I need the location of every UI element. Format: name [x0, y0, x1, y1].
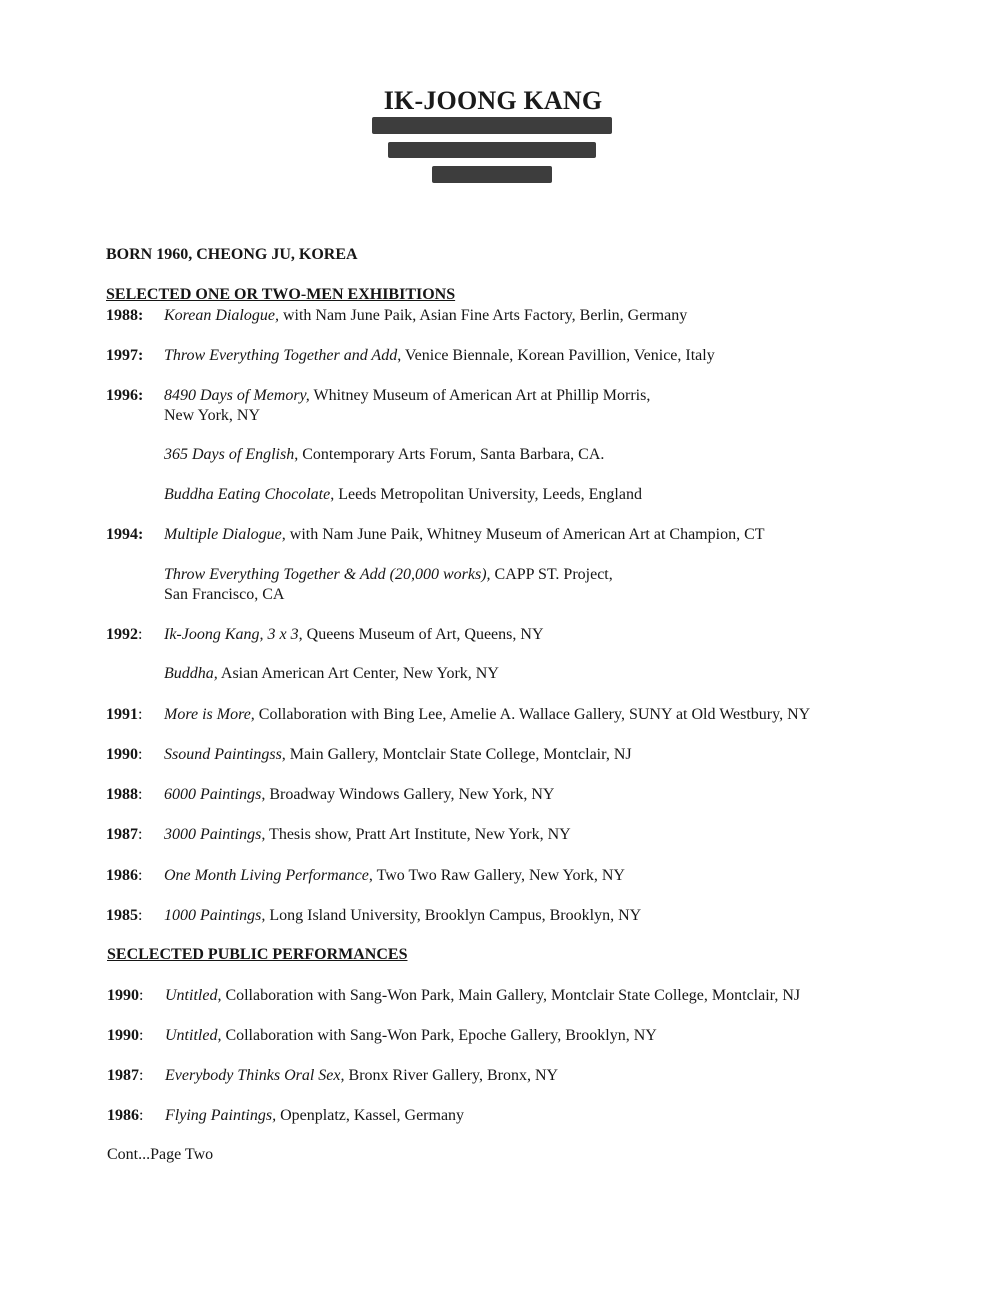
entry-text: More is More, Collaboration with Bing Lee, Amelie A. Wallace Gallery, SUNY at Old Westbury, NY: [164, 706, 811, 723]
entry-year: 1996:: [106, 387, 144, 404]
entry-text: Untitled, Collaboration with Sang-Won Park, Main Gallery, Montclair State College, Montclair, NJ: [165, 987, 801, 1004]
entry-year: 1987:: [107, 1067, 144, 1084]
entry-year: 1986:: [106, 867, 143, 884]
continuation-note: Cont...Page Two: [107, 1146, 214, 1163]
redacted-phone-line: [432, 166, 552, 183]
entry-year: 1990:: [106, 746, 143, 763]
entry-text: Throw Everything Together and Add, Venice Biennale, Korean Pavillion, Venice, Italy: [164, 347, 715, 364]
entry-year: 1988:: [106, 307, 144, 324]
birth-info: BORN 1960, CHEONG JU, KOREA: [106, 246, 358, 263]
entry-year: 1986:: [107, 1107, 144, 1124]
entry-year: 1994:: [106, 526, 144, 543]
entry-text: Flying Paintings, Openplatz, Kassel, Germany: [165, 1107, 465, 1124]
performances-heading: SECLECTED PUBLIC PERFORMANCES: [107, 946, 408, 963]
entry-text: Ik-Joong Kang, 3 x 3, Queens Museum of Art, Queens, NY: [164, 626, 544, 643]
entry-year: 1988:: [106, 786, 143, 803]
entry-text: 3000 Paintings, Thesis show, Pratt Art Institute, New York, NY: [164, 826, 571, 843]
entry-text: Throw Everything Together & Add (20,000 works), CAPP ST. Project, San Francisco, CA: [164, 566, 613, 603]
entry-text: Multiple Dialogue, with Nam June Paik, Whitney Museum of American Art at Champion, CT: [164, 526, 765, 543]
entry-text: Ssound Paintingss, Main Gallery, Montclair State College, Montclair, NJ: [164, 746, 632, 763]
entry-text: 1000 Paintings, Long Island University, Brooklyn Campus, Brooklyn, NY: [164, 907, 642, 924]
entry-text: Untitled, Collaboration with Sang-Won Park, Epoche Gallery, Brooklyn, NY: [165, 1027, 657, 1044]
entry-year: 1987:: [106, 826, 143, 843]
entry-year: 1992:: [106, 626, 143, 643]
entry-text: One Month Living Performance, Two Two Raw Gallery, New York, NY: [164, 867, 625, 884]
entry-text: Buddha Eating Chocolate, Leeds Metropolitan University, Leeds, England: [164, 486, 642, 503]
entry-text: 6000 Paintings, Broadway Windows Gallery, New York, NY: [164, 786, 555, 803]
exhibitions-heading: SELECTED ONE OR TWO-MEN EXHIBITIONS: [106, 286, 456, 303]
entry-text: 8490 Days of Memory, Whitney Museum of American Art at Phillip Morris, New York, NY: [164, 387, 651, 424]
entry-year: 1990:: [107, 987, 144, 1004]
entry-text: 365 Days of English, Contemporary Arts Forum, Santa Barbara, CA.: [164, 446, 605, 463]
redacted-address-line: [372, 117, 612, 134]
entry-text: Buddha, Asian American Art Center, New York, NY: [164, 665, 499, 682]
artist-name: IK-JOONG KANG: [383, 86, 603, 115]
entry-year: 1991:: [106, 706, 143, 723]
entry-text: Korean Dialogue, with Nam June Paik, Asian Fine Arts Factory, Berlin, Germany: [164, 307, 688, 324]
entry-year: 1997:: [106, 347, 144, 364]
redacted-city-line: [388, 142, 596, 158]
entry-year: 1985:: [106, 907, 143, 924]
entry-text: Everybody Thinks Oral Sex, Bronx River Gallery, Bronx, NY: [165, 1067, 559, 1084]
entry-year: 1990:: [107, 1027, 144, 1044]
